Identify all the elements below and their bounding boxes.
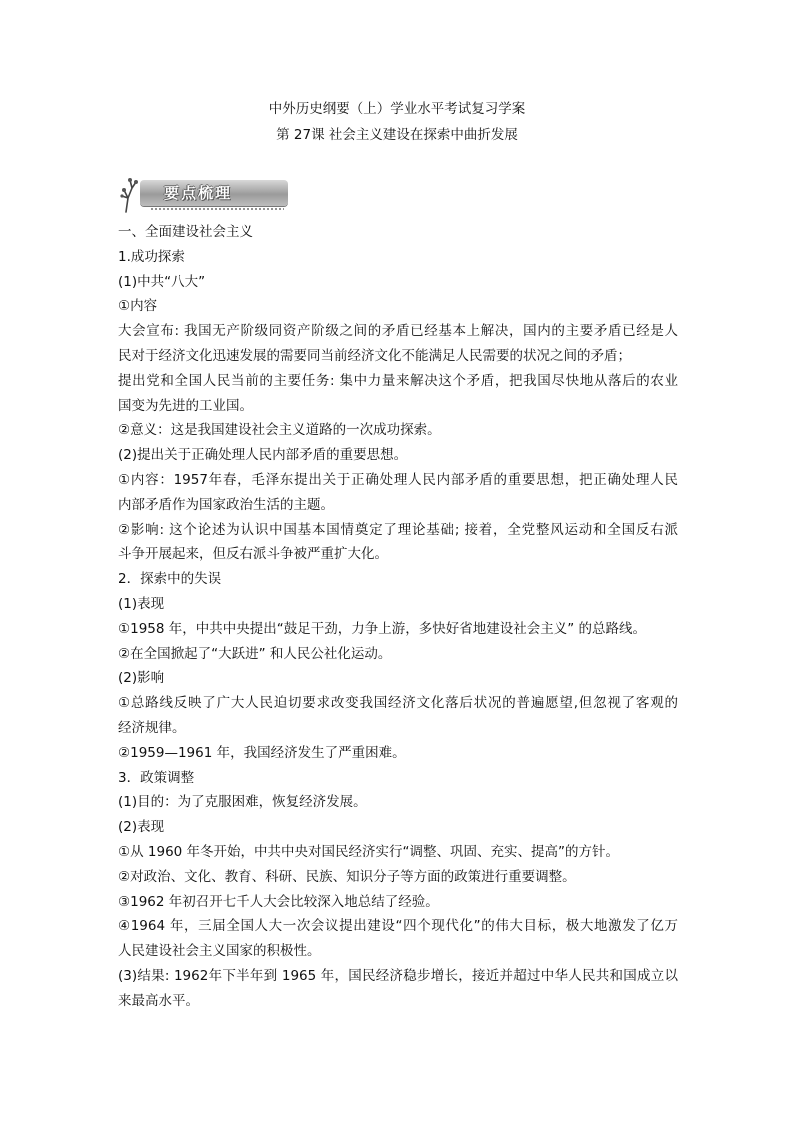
paragraph-line: ③1962 年初召开七千人大会比较深入地总结了经验。: [118, 893, 439, 910]
section-heading: 一、全面建设社会主义: [118, 224, 253, 240]
paragraph-line: 来最高水平。: [118, 992, 199, 1009]
paragraph-line: ①从 1960 年冬开始，中共中央对国民经济实行“调整、巩固、充实、提高”的方针。: [118, 843, 620, 860]
paragraph-line: 提出党和全国人民当前的主要任务: 集中力量来解决这个矛盾，把我国尽快地从落后的农业: [118, 372, 678, 389]
item-heading: (1)目的：为了克服困难，恢复经济发展。: [118, 794, 367, 811]
paragraph-line: 国变为先进的工业国。: [118, 397, 253, 414]
item-heading: (1)中共“八大”: [118, 273, 206, 290]
paragraph-line: 人民建设社会主义国家的积极性。: [118, 943, 321, 960]
paragraph-line: 民对于经济文化迅速发展的需要同当前经济文化不能满足人民需要的状况之间的矛盾；: [118, 347, 631, 364]
paragraph-line: 大会宣布: 我国无产阶级同资产阶级之间的矛盾已经基本上解决，国内的主要矛盾已经是人: [118, 323, 678, 340]
paragraph-line: ①1958 年，中共中央提出“鼓足干劲，力争上游，多快好省地建设社会主义” 的总路线。: [118, 620, 647, 637]
subsection-heading: 1.成功探索: [118, 248, 185, 265]
document-title: 中外历史纲要（上）学业水平考试复习学案: [268, 101, 526, 117]
paragraph-line: 内部矛盾作为国家政治生活的主题。: [118, 496, 334, 513]
paragraph-line: ②在全国掀起了“大跃进” 和人民公社化运动。: [118, 645, 392, 662]
paragraph-line: 经济规律。: [118, 719, 186, 736]
paragraph-line: ①总路线反映了广大人民迫切要求改变我国经济文化落后状况的普遍愿望,但忽视了客观的: [118, 695, 678, 712]
paragraph-line: ②1959—1961 年，我国经济发生了严重困难。: [118, 744, 406, 761]
paragraph-line: ②对政治、文化、教育、科研、民族、知识分子等方面的政策进行重要调整。: [118, 868, 576, 885]
banner-dotted-rule: [150, 208, 284, 210]
paragraph-line: ①内容：1957年春，毛泽东提出关于正确处理人民内部矛盾的重要思想，把正确处理人民: [118, 471, 678, 488]
paragraph-line: 斗争开展起来，但反右派斗争被严重扩大化。: [118, 546, 388, 563]
section-banner: [118, 176, 274, 214]
lesson-title: 第 27课 社会主义建设在探索中曲折发展: [276, 127, 518, 143]
item-heading: (2)提出关于正确处理人民内部矛盾的重要思想。: [118, 447, 408, 464]
outline-content: [118, 220, 678, 1014]
paragraph-line: ②意义：这是我国建设社会主义道路的一次成功探索。: [118, 422, 441, 439]
paragraph-line: ④1964 年，三届全国人大一次会议提出建设“四个现代化”的伟大目标，极大地激发了亿万: [118, 918, 678, 935]
banner-label: 要点梳理: [164, 184, 233, 202]
subsection-heading: 2．探索中的失误: [118, 571, 222, 588]
paragraph-line: ②影响: 这个论述为认识中国基本国情奠定了理论基础; 接着，全党整风运动和全国反右派: [118, 521, 678, 538]
item-heading: (1)表现: [118, 595, 165, 612]
item-heading: (2)表现: [118, 819, 165, 836]
subsection-heading: 3．政策调整: [118, 769, 195, 786]
item-subheading: ①内容: [118, 298, 158, 315]
paragraph-line: (3)结果: 1962年下半年到 1965 年，国民经济稳步增长，接近并超过中华人民共和国成立以: [118, 967, 678, 984]
item-heading: (2)影响: [118, 670, 165, 687]
